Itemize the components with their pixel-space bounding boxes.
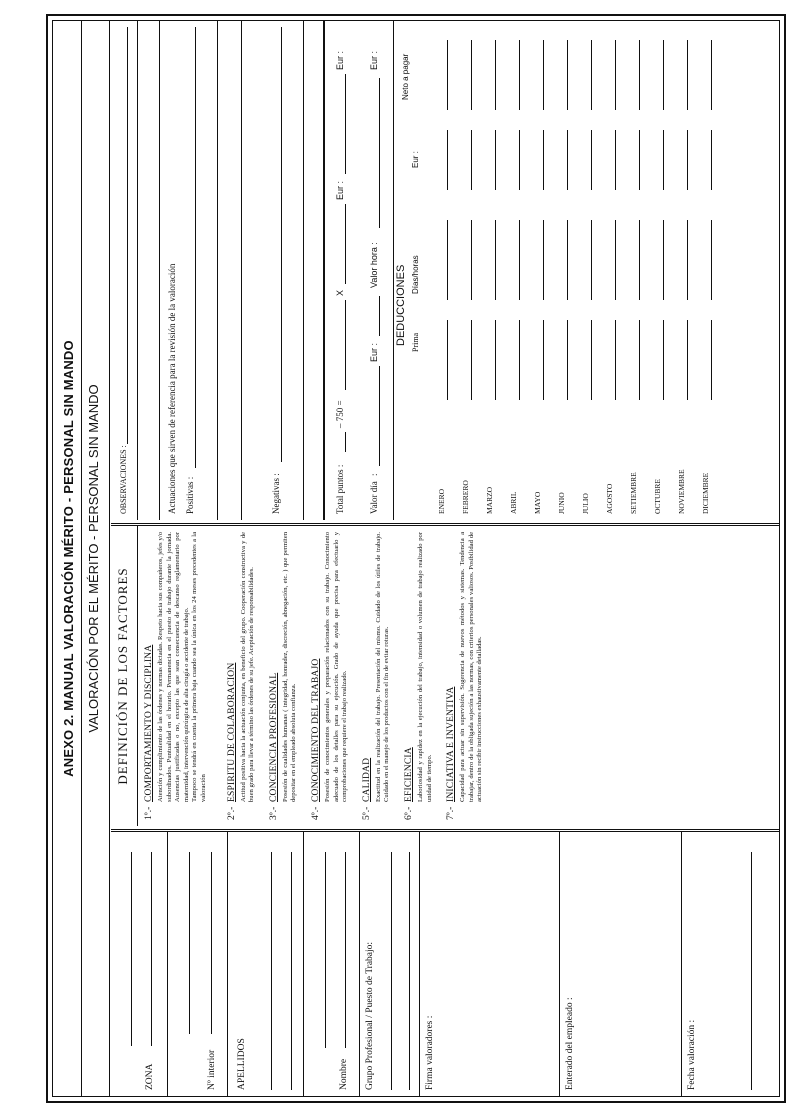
enterado-section [559,832,682,1096]
dias-cell[interactable] [615,220,616,300]
zona-label: ZONA [145,1063,155,1090]
prima-cell[interactable] [663,320,664,400]
month-label: JULIO [581,493,590,514]
apellidos-label: APELLIDOS [237,1038,247,1090]
month-label: MAYO [533,491,542,514]
prima-cell[interactable] [687,320,688,400]
positivas-label: Positivas : [185,476,195,514]
nombre-field[interactable] [345,852,346,1048]
factor-7 [446,532,485,820]
fecha-field[interactable] [751,852,752,1090]
month-label: AGOSTO [605,483,614,514]
valor-hora-label: Valor hora : [369,242,379,288]
factor-2 [227,532,257,820]
grupo-field[interactable] [391,852,392,1090]
factor-number: 2º.- [226,806,237,820]
factor-name: INICIATIVA E INVENTIVA [446,686,457,802]
neto-cell[interactable] [519,40,520,110]
factor-number: 6º.- [403,806,414,820]
factor-3 [269,532,299,820]
fecha-label: Fecha valoración : [687,1019,697,1090]
apellidos-field[interactable] [271,852,272,1090]
eur-cell[interactable] [591,130,592,190]
zona-field-line2[interactable] [131,852,132,1046]
form-subtitle: VALORACIÓN POR EL MÉRITO - PERSONAL SIN MANDO [86,384,101,733]
factor-number: 7º.- [446,806,457,820]
month-label: ENERO [437,489,446,514]
valor-dia-row [363,21,385,520]
neto-header: Neto a pagar [401,53,410,100]
apellidos-field-line2[interactable] [291,852,292,1090]
prima-header: Prima [411,332,420,352]
neto-cell[interactable] [471,40,472,110]
factor-description: Exactitud en la realización del trabajo. Presentación del mismo. Cuidado de los útiles de trabajo. Cuidado en el manejo de los productos con el fin de evitar roturas. [374,532,391,802]
firma-label: Firma valoradores : [425,1015,435,1090]
dias-cell[interactable] [543,220,544,300]
neto-cell[interactable] [615,40,616,110]
firma-section [419,832,560,1096]
eur-cell[interactable] [567,130,568,190]
actuaciones-label: Actuaciones que sirven de referencia para la revisión de la valoración [167,263,177,514]
enterado-label: Enterado del empleado : [565,997,575,1090]
dias-cell[interactable] [639,220,640,300]
points-result-field[interactable] [345,300,346,390]
factor-description: Capacidad para actuar sin supervisión. Sugerencia de nuevos métodos y sistemas. Tendencia a trabajar, dentro de la obligada sujeción a las normas, con criterios personales valiosos. Posibilidad de actuación sin recibir instrucciones exhaustivamente detalladas. [459,532,484,802]
eur-cell[interactable] [471,130,472,190]
nombre-field-line2[interactable] [325,852,326,1048]
eur-column-header: Eur : [411,151,420,168]
zona-field[interactable] [151,852,152,1046]
n-interior-section [167,832,228,1096]
eur-cell[interactable] [495,130,496,190]
factor-description: Atención y cumplimiento de las órdenes y normas dictadas. Respeto hacia sus compañeros, jefes y/o subordinados. Puntualidad en el horario. Permanencia en el puesto de trabajo durante la jornada. Ausencias justificadas o no, excepto las que sean consecuencia de descanso reglamentario por maternidad, intervención quirúrgica de alta cirugía o accidente de trabajo. [157,532,190,802]
dias-cell[interactable] [711,220,712,300]
valor-divider [393,21,394,520]
neto-cell[interactable] [591,40,592,110]
neto-cell[interactable] [687,40,688,110]
negativas-line-2 [303,21,304,520]
valor-dia-colon: : [369,473,379,476]
positivas-row [181,21,201,520]
total-puntos-field[interactable] [345,432,346,452]
eur-cell[interactable] [615,130,616,190]
neto-cell[interactable] [567,40,568,110]
n-interior-label: Nº interior [207,1049,217,1090]
factor-number: 5º.- [361,806,372,820]
grupo-label: Grupo Profesional / Puesto de Trabajo: [365,941,375,1090]
prima-cell[interactable] [471,320,472,400]
month-label: NOVIEMBRE [677,469,686,514]
form-title: ANEXO 2. MANUAL VALORACIÓN MÉRITO - PERSONAL SIN MANDO [57,21,82,1096]
factor-name: CALIDAD [361,757,372,802]
prima-cell[interactable] [495,320,496,400]
zona-section [111,832,168,1096]
eur-cell[interactable] [711,130,712,190]
prima-cell[interactable] [567,320,568,400]
multiply-sign: X [335,289,345,296]
neto-cell[interactable] [639,40,640,110]
grupo-field-line2[interactable] [409,852,410,1090]
month-label: OCTUBRE [653,478,662,514]
prima-cell[interactable] [519,320,520,400]
factor-5 [362,532,392,820]
valor-dia-label: Valor día [369,481,379,514]
factor-1 [144,532,209,820]
negativas-row [267,21,287,520]
deducciones-title: DEDUCCIONES [395,264,407,346]
form-inner [52,20,780,1097]
month-label: JUNIO [557,492,566,514]
valor-dia-field[interactable] [379,366,380,466]
neto-cell[interactable] [495,40,496,110]
form-frame [46,14,786,1103]
positivas-field[interactable] [195,27,196,468]
factors-column [111,523,779,826]
eur-field-1[interactable] [345,74,346,174]
prima-cell[interactable] [447,320,448,400]
dias-cell[interactable] [519,220,520,300]
dias-cell[interactable] [471,220,472,300]
factor-name: ESPIRITU DE COLABORACION [226,662,237,802]
multiplier-field[interactable] [345,204,346,284]
form-header [53,21,110,1096]
dias-cell[interactable] [591,220,592,300]
month-label: SETIEMBRE [629,472,638,514]
eur-label-2: Eur : [335,50,345,70]
minus-750: – 750 = [335,400,345,428]
dias-cell[interactable] [447,220,448,300]
total-puntos-label: Total puntos : [335,464,345,514]
factor-description: Posesión de cualidades humanas ( integridad, honradez, discreción, abnegación, etc. ) que permiten depositar en el empleado absoluta confianza. [281,532,298,802]
employee-data-column [111,829,779,1096]
eur-label-4: Eur : [369,50,379,70]
dias-cell[interactable] [567,220,568,300]
factor-number: 3º.- [268,806,279,820]
factor-description: Actitud positiva hacia la actuación conjunta, en beneficio del grupo. Cooperación constructiva y de buen grado para llevar a término las órdenes de su jefe. Aceptación de responsabilidades. [239,532,256,802]
factor-description: Laboriosidad y rapidez en la ejecución del trabajo, intensidad o volumen de trabajo realizado por unidad de tiempo. [416,532,433,802]
observaciones-line-2 [159,21,160,520]
dias-cell[interactable] [687,220,688,300]
eur-label-3: Eur : [369,342,379,362]
prima-cell[interactable] [639,320,640,400]
dias-horas-header: Días/horas [411,255,420,294]
month-label: ABRIL [509,491,518,514]
factor-6 [404,532,434,820]
eur-cell[interactable] [447,130,448,190]
valor-hora-field[interactable] [379,78,380,228]
eur-label-1: Eur : [335,180,345,200]
factor-description: Posesión de conocimientos generales y preparación relacionados con su trabajo. Conocimiento adecuado de los detalles para su ejecución. Grado de ayuda que precisa para efectuarlo y comprobaciones que requiere el trabajo realizado. [323,532,349,802]
month-label: MARZO [485,486,494,514]
calc-divider [323,21,325,520]
eur-cell[interactable] [687,130,688,190]
negativas-field[interactable] [281,27,282,462]
grupo-section [359,832,420,1096]
observaciones-field[interactable] [127,27,128,444]
prima-cell[interactable] [615,320,616,400]
negativas-label: Negativas : [271,473,281,514]
n-interior-field-line2[interactable] [189,852,190,1034]
positivas-line-3 [241,21,242,520]
dias-cell[interactable] [663,220,664,300]
neto-cell[interactable] [663,40,664,110]
evaluation-column [111,21,779,520]
factor-number: 4º.- [310,806,321,820]
prima-cell[interactable] [543,320,544,400]
month-label: FEBRERO [461,480,470,514]
factor-4 [311,532,350,820]
actuaciones-heading [163,21,183,520]
total-puntos-row [329,21,351,520]
fecha-section [681,832,787,1096]
factor-name: CONCIENCIA PROFESIONAL [268,672,279,802]
prima-cell[interactable] [711,320,712,400]
factor-name: CONOCIMIENTO DEL TRABAJO [310,658,321,802]
nombre-label: Nombre [339,1058,349,1090]
eur-field-3[interactable] [379,296,380,336]
factor-number: 1º.- [144,806,154,820]
eur-cell[interactable] [543,130,544,190]
positivas-line-2 [217,21,218,520]
neto-cell[interactable] [711,40,712,110]
eur-cell[interactable] [639,130,640,190]
neto-cell[interactable] [543,40,544,110]
factor-description-note: Tampoco se tendrá en cuenta la primera baja cuando sea la única en los 24 meses precedentes a la valoración [191,532,207,802]
observaciones-section [111,21,138,520]
apellidos-section [227,832,304,1096]
eur-cell[interactable] [519,130,520,190]
observaciones-label: OBSERVACIONES : [119,445,128,514]
month-label: DICIEMBRE [701,472,710,514]
factor-name: EFICIENCIA [403,747,414,802]
eur-cell[interactable] [663,130,664,190]
neto-cell[interactable] [447,40,448,110]
factor-name: COMPORTAMIENTO Y DISCIPLINA [144,644,154,802]
prima-cell[interactable] [591,320,592,400]
nombre-section [303,832,360,1096]
n-interior-field[interactable] [211,852,212,1034]
factors-title: DEFINICIÓN DE LOS FACTORES [111,526,138,826]
dias-cell[interactable] [495,220,496,300]
